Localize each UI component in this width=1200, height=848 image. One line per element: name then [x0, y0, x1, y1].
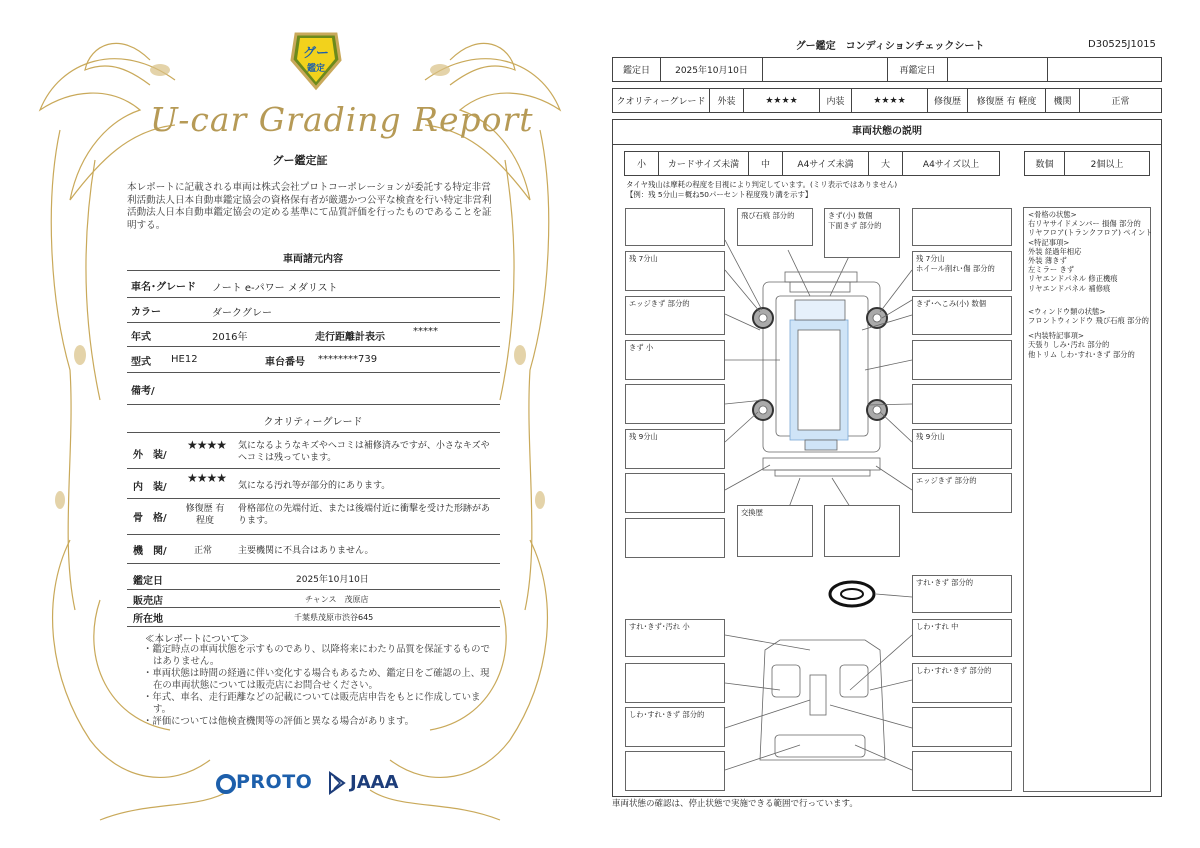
- diagram-box: [625, 751, 725, 791]
- tire-rl-box: 残 9分山: [625, 429, 725, 469]
- divider: [127, 270, 500, 271]
- remarks-line: <特記事項>: [1028, 237, 1070, 247]
- count-label: 数個: [1025, 152, 1065, 176]
- frame-label: 骨 格/: [133, 513, 167, 524]
- address-value: 千葉県茂原市渋谷645: [294, 613, 374, 622]
- remarks-panel: [1023, 207, 1151, 792]
- remarks-line: 左ミラー きず: [1028, 265, 1075, 275]
- interior-box-4: しわ･すれ･きず 部分的: [912, 663, 1012, 703]
- diagram-box: [824, 505, 900, 557]
- divider: [127, 297, 500, 298]
- divider: [127, 626, 500, 627]
- interior-label: 内 装/: [133, 482, 167, 493]
- redate-label: 再鑑定日: [888, 58, 948, 82]
- frame-value: 修復歴 有 程度: [185, 504, 225, 526]
- note-item: ・車両状態は時間の経過に伴い変化する場合もあるため、鑑定日をご確認の上、現在の車両状態については販売店にお問合せください。: [143, 668, 490, 691]
- edge-rear-right-box: エッジきず 部分的: [912, 473, 1012, 513]
- sheet-footer: 車両状態の確認は、停止状態で実施できる範囲で行っています。: [612, 799, 858, 809]
- divider: [127, 346, 500, 347]
- engine-value: 正常: [194, 546, 213, 556]
- certificate-heading: グー鑑定証: [272, 154, 328, 167]
- tire-fl-box: 残 7分山: [625, 251, 725, 291]
- exterior-text: 気になるようなキズやヘコミは補修済みですが、小さなキズやヘコミは残っています。: [238, 441, 490, 463]
- remarks-line: <ウィンドウ類の状態>: [1028, 306, 1106, 316]
- note-item: ・年式、車名、走行距離などの記載については販売店申告をもとに作成しています。: [143, 692, 481, 715]
- int-stars: ★★★★: [852, 89, 928, 113]
- side-left-box: きず 小: [625, 340, 725, 380]
- diagram-box: [625, 663, 725, 703]
- note-item: ・鑑定時点の車両状態を示すものであり、以降将来にわたり品質を保証するものではありません。: [143, 644, 490, 667]
- spec-section-title: 車両諸元内容: [283, 254, 343, 265]
- remarks-label: 備考/: [131, 386, 155, 397]
- steering-box: すれ･きず 部分的: [912, 575, 1012, 613]
- remarks-line: <骨格の状態>: [1028, 210, 1077, 219]
- model-label: 型式: [131, 357, 151, 368]
- front-chip-box: 飛び石痕 部分的: [737, 208, 813, 246]
- legend-large-desc: A4サイズ以上: [903, 152, 1000, 176]
- count-value: 2個以上: [1065, 152, 1150, 176]
- diagram-box: [625, 473, 725, 513]
- diagram-box: [912, 707, 1012, 747]
- remarks-line: 外装 経過年相応: [1028, 246, 1082, 256]
- legend-medium: 中: [749, 152, 783, 176]
- date-label: 鑑定日: [133, 576, 163, 587]
- year-label: 年式: [131, 332, 151, 343]
- notes-list: [143, 644, 493, 728]
- repair-value: 修復歴 有 軽度: [968, 89, 1046, 113]
- diagram-box: [912, 340, 1012, 380]
- ext-label: 外装: [710, 89, 744, 113]
- diagram-box: [912, 751, 1012, 791]
- legend-small: 小: [625, 152, 659, 176]
- diagram-box: [912, 384, 1012, 424]
- engine-text: 主要機関に不具合はありません。: [238, 546, 374, 556]
- mileage-value: *****: [413, 326, 438, 337]
- divider: [127, 534, 500, 535]
- divider: [127, 432, 500, 433]
- interior-box-1: すれ･きず･汚れ 小: [625, 619, 725, 657]
- remarks-line: フロントウィンドウ 飛び石痕 部分的: [1028, 316, 1149, 326]
- note-item: ・評価については他検査機関等の評価と異なる場合があります。: [143, 716, 414, 727]
- remarks-line: リヤフロア(トランクフロア) ペイント: [1028, 228, 1153, 238]
- jaaa-logo-icon: [328, 771, 346, 795]
- remarks-line: リヤエンドパネル 補修痕: [1028, 283, 1111, 293]
- front-scratch-box: きず(小) 数個 下面きず 部分的: [824, 208, 900, 258]
- legend-small-desc: カードサイズ未満: [659, 152, 749, 176]
- divider: [127, 589, 500, 590]
- divider: [127, 607, 500, 608]
- remarks-line: 外装 薄きず: [1028, 256, 1067, 266]
- tire-note-line: タイヤ残山は摩耗の程度を目視により判定しています。(ミリ表示ではありません): [626, 180, 898, 189]
- interior-stars: ★★★★: [187, 471, 227, 485]
- quality-section-title: クオリティーグレード: [263, 417, 363, 428]
- date-label: 鑑定日: [613, 58, 661, 82]
- document-id: D30525J1015: [1088, 39, 1156, 50]
- certificate-intro: 本レポートに記載される車両は株式会社プロトコーポレーションが委託する特定非営利活動法人日本自動車鑑定協会の資格保有者が厳選かつ公平な検査を行い特定非営利活動法人日本自動車鑑定協会の定める基準にて品質評価を行ったものであることを証明する。: [127, 182, 492, 231]
- edge-left-box: エッジきず 部分的: [625, 296, 725, 335]
- side-right-box: きず･へこみ(小) 数個: [912, 296, 1012, 335]
- remarks-line: 他トリム しわ･すれ･きず 部分的: [1028, 349, 1135, 359]
- divider: [127, 498, 500, 499]
- report-script-title: U-car Grading Report: [150, 100, 534, 139]
- diagram-box: [625, 384, 725, 424]
- divider: [127, 372, 500, 373]
- jaaa-brand: JAAA: [350, 772, 399, 793]
- tire-note-line: 【例：残 5分山＝概ね50パーセント程度残り溝を示す】: [626, 190, 813, 199]
- notes-title: ≪本レポートについて≫: [145, 634, 250, 645]
- sheet-title: グー鑑定 コンディションチェックシート: [795, 41, 985, 52]
- engine-label: 機関: [1046, 89, 1080, 113]
- legend-large: 大: [869, 152, 903, 176]
- diagram-box: [912, 208, 1012, 246]
- name-label: 車名･グレード: [131, 282, 196, 293]
- date-value: 2025年10月10日: [296, 575, 369, 585]
- chassis-label: 車台番号: [265, 357, 305, 368]
- tire-fr-box: 残 7分山 ホイール削れ･傷 部分的: [912, 251, 1012, 291]
- tire-rr-box: 残 9分山: [912, 429, 1012, 469]
- divider: [127, 404, 500, 405]
- engine-label: 機 関/: [133, 546, 167, 557]
- name-value: ノート e-パワー メダリスト: [212, 283, 338, 294]
- shop-label: 販売店: [133, 596, 163, 607]
- ext-stars: ★★★★: [744, 89, 820, 113]
- divider: [127, 468, 500, 469]
- divider: [127, 563, 500, 564]
- frame-text: 骨格部位の先端付近、または後端付近に衝撃を受けた形跡があります。: [238, 504, 491, 526]
- goo-kantei-badge-icon: [288, 30, 344, 92]
- chassis-value: ********739: [318, 354, 378, 365]
- legend-medium-desc: A4サイズ未満: [783, 152, 869, 176]
- interior-box-3: しわ･すれ･きず 部分的: [625, 707, 725, 747]
- divider: [127, 322, 500, 323]
- date-value: 2025年10月10日: [661, 58, 763, 82]
- mileage-label: 走行距離計表示: [315, 332, 385, 343]
- remarks-line: 右リヤサイドメンバー 損傷 部分的: [1028, 219, 1141, 229]
- color-label: カラー: [131, 307, 161, 318]
- diagram-box: [625, 518, 725, 558]
- exterior-stars: ★★★★: [187, 438, 227, 452]
- model-value: HE12: [171, 354, 198, 365]
- year-value: 2016年: [212, 332, 248, 343]
- repair-label: 修復歴: [928, 89, 968, 113]
- engine-value: 正常: [1080, 89, 1162, 113]
- shop-value: チャンス 茂原店: [305, 595, 369, 604]
- address-label: 所在地: [133, 614, 163, 625]
- remarks-line: <内装特記事項>: [1028, 331, 1085, 341]
- int-label: 内装: [820, 89, 852, 113]
- remarks-line: 天張り しみ･汚れ 部分的: [1028, 340, 1110, 350]
- svg-text:鑑定: 鑑定: [306, 64, 326, 74]
- interior-text: 気になる汚れ等が部分的にあります。: [238, 481, 391, 491]
- remarks-line: リヤエンドパネル 修正機痕: [1028, 274, 1118, 284]
- svg-text:グー: グー: [302, 46, 330, 61]
- proto-logo-icon: [215, 773, 237, 795]
- condition-title: 車両状態の説明: [612, 119, 1162, 145]
- proto-brand: PROTO: [236, 771, 313, 793]
- interior-box-2: しわ･すれ 中: [912, 619, 1012, 657]
- diagram-box: [625, 208, 725, 246]
- exterior-label: 外 装/: [133, 450, 167, 461]
- replace-box: 交換歴: [737, 505, 813, 557]
- grade-label: クオリティーグレード: [613, 89, 710, 113]
- remarks-line: [1028, 293, 1146, 307]
- condition-check-sheet: [600, 0, 1200, 848]
- color-value: ダークグレー: [212, 308, 272, 319]
